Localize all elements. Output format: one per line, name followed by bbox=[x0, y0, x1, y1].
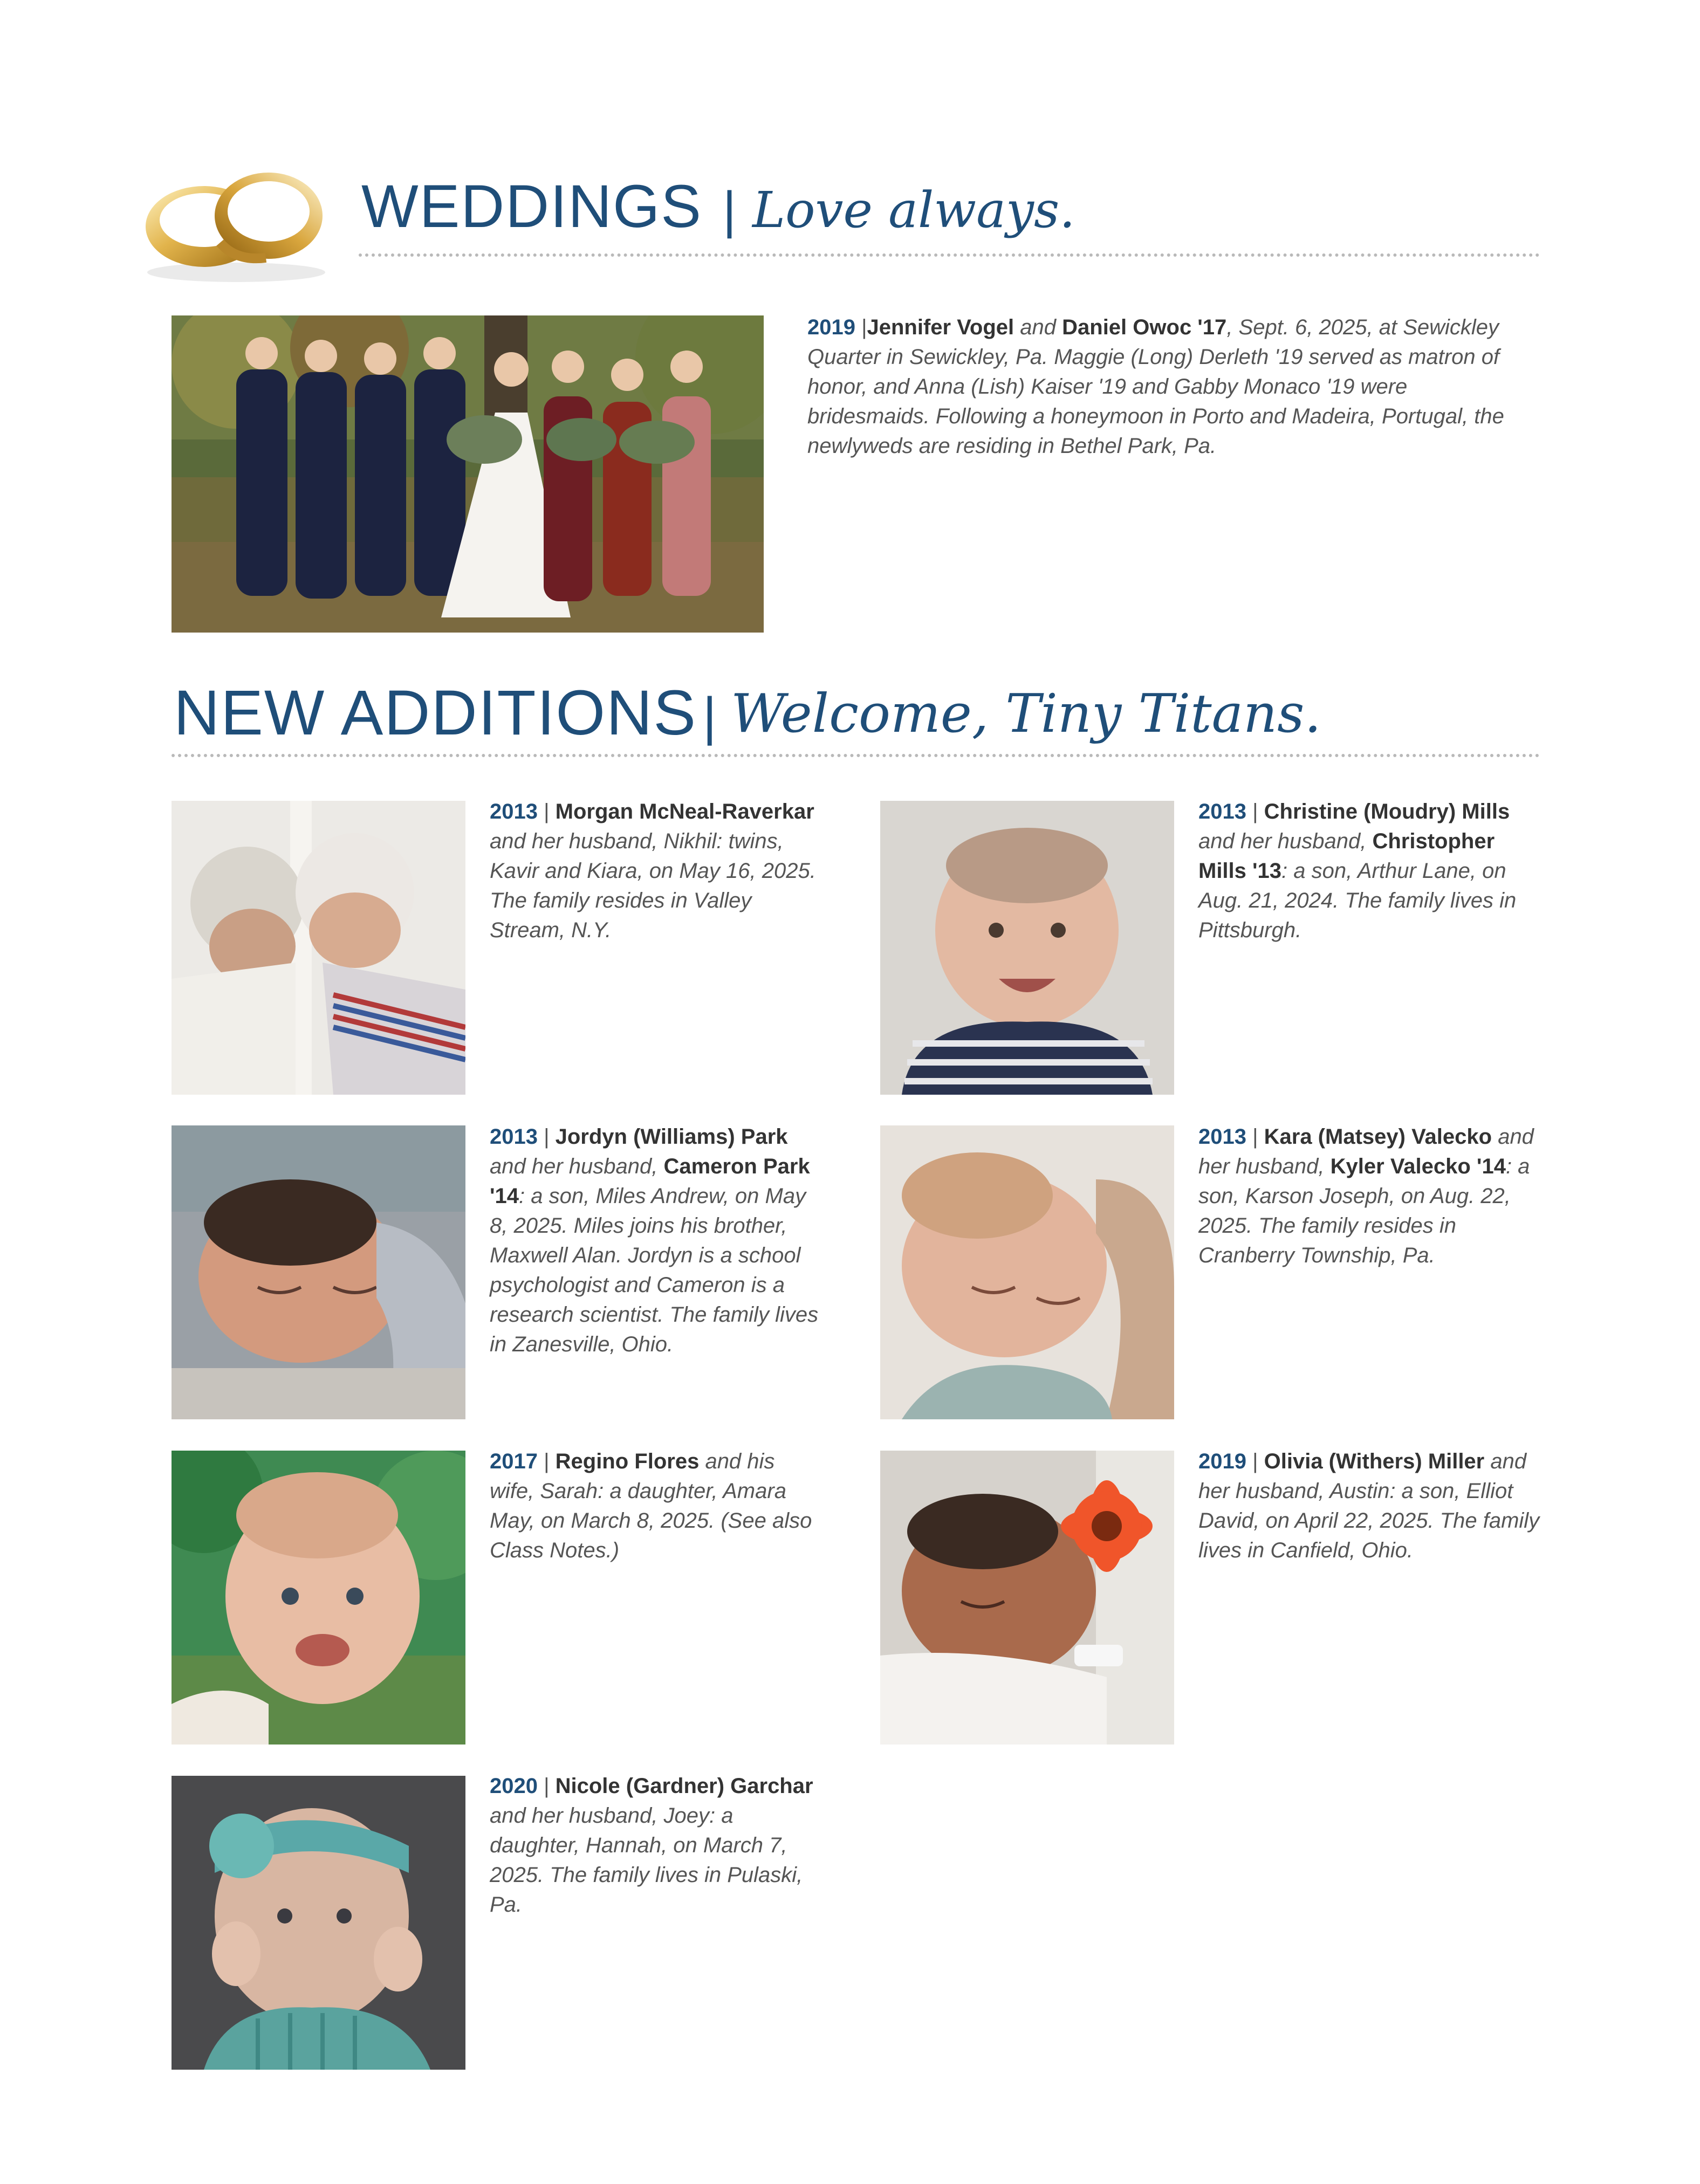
entry-text: and his wife, Sarah: a daughter, Amara May, on March 8, 2025. (See also Class Notes.) bbox=[490, 1450, 812, 1562]
entry-text: : a son, Arthur Lane, on Aug. 21, 2024. The family lives in Pittsburgh. bbox=[1198, 859, 1517, 942]
wedding-entry bbox=[807, 313, 1536, 461]
entry-text: and her husband, Austin: a son, Elliot David, on April 22, 2025. The family lives in Canfield, Ohio. bbox=[1198, 1450, 1540, 1562]
new-additions-heading-separator: | bbox=[703, 686, 717, 746]
birth-entry bbox=[490, 797, 824, 945]
entry-name: Jennifer Vogel bbox=[867, 315, 1014, 339]
entry-separator: | bbox=[1252, 800, 1258, 823]
entry-text: and her husband, Joey: a daughter, Hannah, on March 7, 2025. The family lives in Pulaski, Pa. bbox=[490, 1804, 803, 1917]
entry-name: Cameron Park '14 bbox=[490, 1155, 810, 1208]
baby-photo-twins bbox=[172, 801, 465, 1095]
entry-name: Nicole (Gardner) Garchar bbox=[555, 1774, 813, 1798]
entry-text: : a son, Karson Joseph, on Aug. 22, 2025. The family resides in Cranberry Township, Pa. bbox=[1198, 1155, 1530, 1267]
entry-text: and bbox=[1014, 315, 1062, 339]
baby-photo-amara bbox=[172, 1451, 465, 1745]
weddings-heading-separator: | bbox=[723, 181, 736, 239]
entry-year: 2017 bbox=[490, 1450, 538, 1473]
entry-separator: | bbox=[544, 800, 550, 823]
entry-name: Kara (Matsey) Valecko bbox=[1264, 1125, 1492, 1149]
entry-name: Olivia (Withers) Miller bbox=[1264, 1450, 1485, 1473]
entry-name: Kyler Valecko '14 bbox=[1330, 1155, 1506, 1178]
baby-photo-hannah bbox=[172, 1776, 465, 2070]
entry-separator: | bbox=[544, 1774, 550, 1798]
baby-photo-elliot bbox=[880, 1451, 1174, 1745]
wedding-party-photo bbox=[172, 315, 764, 633]
entry-text: and her husband, Nikhil: twins, Kavir and Kiara, on May 16, 2025. The family resides in Valley Stream, N.Y. bbox=[490, 829, 816, 942]
entry-year: 2013 bbox=[1198, 800, 1246, 823]
new-additions-tagline: Welcome, Tiny Titans. bbox=[731, 683, 1321, 745]
entry-name: Christopher Mills '13 bbox=[1198, 829, 1495, 883]
birth-entry bbox=[490, 1122, 824, 1359]
entry-year: 2013 bbox=[1198, 1125, 1246, 1149]
wedding-rings-icon bbox=[139, 162, 339, 286]
birth-entry bbox=[1198, 1447, 1544, 1565]
entry-year: 2020 bbox=[490, 1774, 538, 1798]
entry-text: and her husband, bbox=[1198, 829, 1373, 853]
baby-photo-karson bbox=[880, 1125, 1174, 1419]
birth-entry bbox=[1198, 797, 1544, 945]
entry-separator: | bbox=[861, 315, 867, 339]
birth-entry bbox=[490, 1771, 824, 1920]
entry-year: 2013 bbox=[490, 800, 538, 823]
entry-text: , Sept. 6, 2025, at Sewickley Quarter in Sewickley, Pa. Maggie (Long) Derleth '19 served as matron of honor, and Anna (Lish) Kaiser '19 and Gabby Monaco '19 were bridesmaids. Following a honeymoon in Porto and Madeira, Portugal, the newlyweds are residing in Bethel Park, Pa. bbox=[807, 315, 1504, 458]
baby-photo-miles bbox=[172, 1125, 465, 1419]
entry-year: 2019 bbox=[1198, 1450, 1246, 1473]
entry-year: 2019 bbox=[807, 315, 855, 339]
baby-photo-arthur bbox=[880, 801, 1174, 1095]
weddings-heading: WEDDINGS bbox=[361, 173, 702, 240]
entry-separator: | bbox=[544, 1450, 550, 1473]
entry-year: 2013 bbox=[490, 1125, 538, 1149]
entry-separator: | bbox=[544, 1125, 550, 1149]
entry-separator: | bbox=[1252, 1125, 1258, 1149]
entry-name: Morgan McNeal-Raverkar bbox=[555, 800, 814, 823]
birth-entry bbox=[490, 1447, 824, 1565]
entry-name: Jordyn (Williams) Park bbox=[555, 1125, 788, 1149]
birth-entry bbox=[1198, 1122, 1544, 1270]
new-additions-heading: NEW ADDITIONS bbox=[174, 677, 697, 748]
weddings-divider bbox=[359, 253, 1540, 257]
entry-name: Daniel Owoc '17 bbox=[1062, 315, 1227, 339]
new-additions-divider bbox=[172, 754, 1540, 757]
entry-separator: | bbox=[1252, 1450, 1258, 1473]
entry-text: and her husband, bbox=[1198, 1125, 1534, 1178]
entry-name: Regino Flores bbox=[555, 1450, 700, 1473]
weddings-tagline: Love always. bbox=[752, 181, 1075, 239]
entry-text: and her husband, bbox=[490, 1155, 664, 1178]
entry-text: : a son, Miles Andrew, on May 8, 2025. Miles joins his brother, Maxwell Alan. Jordyn is a school psychologist and Cameron is a research scientist. The family lives in Zanesville, Ohio. bbox=[490, 1184, 819, 1356]
entry-name: Christine (Moudry) Mills bbox=[1264, 800, 1510, 823]
